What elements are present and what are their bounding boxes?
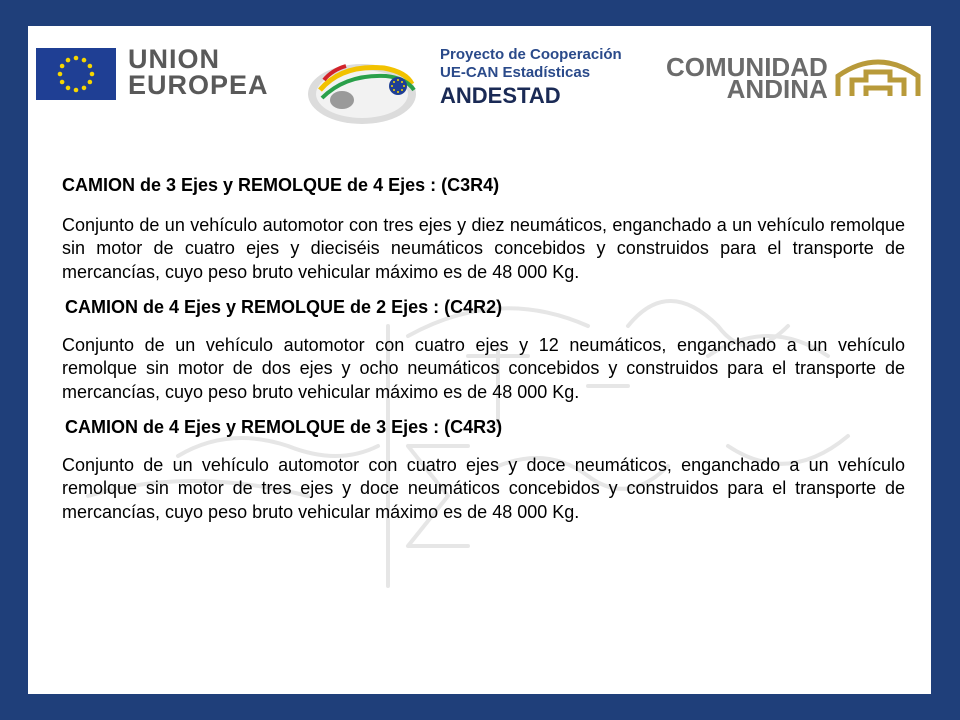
can-logo-text <box>666 52 828 104</box>
header <box>28 26 931 136</box>
section-heading: CAMION de 4 Ejes y REMOLQUE de 2 Ejes : (C4R2) <box>65 297 503 317</box>
content <box>62 174 905 524</box>
comunidad-andina-icon <box>834 52 922 98</box>
project-title <box>440 46 622 110</box>
section-heading: CAMION de 3 Ejes y REMOLQUE de 4 Ejes : (C3R4) <box>62 175 500 195</box>
section-paragraph: Conjunto de un vehículo automotor con tres ejes y diez neumáticos, enganchado a un vehículo remolque sin motor de cuatro ejes y dieciséis neumáticos concebidos y construidos para el transporte de mercancías, cuyo peso bruto vehicular máximo es de 48 000 Kg. <box>62 214 905 282</box>
project-line3: ANDESTAD <box>440 83 561 108</box>
project-line1: Proyecto de Cooperación <box>440 46 622 63</box>
can-logo-line1: COMUNIDAD <box>666 52 828 82</box>
eu-logo-text <box>128 46 269 98</box>
slide <box>28 26 931 694</box>
section-paragraph: Conjunto de un vehículo automotor con cuatro ejes y doce neumáticos, enganchado a un vehículo remolque sin motor de tres ejes y doce neumáticos concebidos y construidos para el transporte de mercancías, cuyo peso bruto vehicular máximo es de 48 000 Kg. <box>62 454 905 522</box>
andestad-emblem-icon <box>302 50 432 128</box>
eu-logo-line2: EUROPEA <box>128 70 269 100</box>
section-paragraph: Conjunto de un vehículo automotor con cuatro ejes y 12 neumáticos, enganchado a un vehículo remolque sin motor de dos ejes y ocho neumáticos concebidos y construidos para el transporte de mercancías, cuyo peso bruto vehicular máximo es de 48 000 Kg. <box>62 334 905 402</box>
can-logo-line2: ANDINA <box>726 74 828 104</box>
eu-logo-line1: UNION <box>128 44 220 74</box>
eu-flag-icon <box>36 48 116 100</box>
project-line2: UE-CAN Estadísticas <box>440 64 591 81</box>
section-heading: CAMION de 4 Ejes y REMOLQUE de 3 Ejes : (C4R3) <box>65 417 503 437</box>
